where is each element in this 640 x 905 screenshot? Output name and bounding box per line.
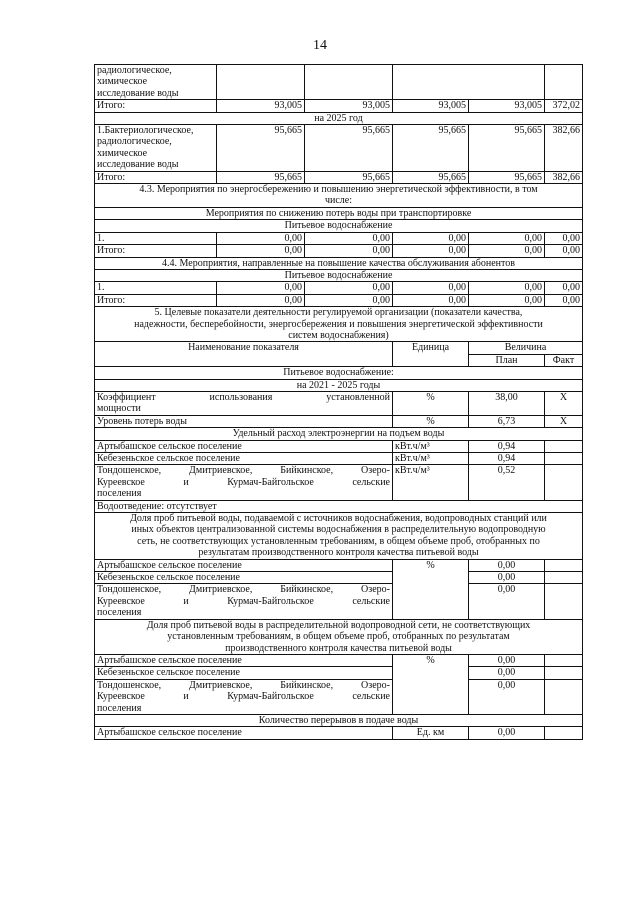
value-cell: 0,00 xyxy=(305,294,393,306)
table-row xyxy=(95,679,583,714)
value-cell: 0,00 xyxy=(469,245,545,257)
fact-cell: Х xyxy=(545,391,583,415)
fact-cell xyxy=(545,453,583,465)
value-cell: 0,00 xyxy=(217,232,305,244)
water-supply-header: Питьевое водоснабжение xyxy=(95,220,583,232)
section-5-title: 5. Целевые показатели деятельности регулируемой организации (показатели качества, надежности, бесперебойности, энергосбережения и повышения энергетической эффективности систем водоснабжения) xyxy=(95,307,583,342)
table-row xyxy=(95,440,583,452)
total-row xyxy=(95,100,583,112)
interruptions-title: Количество перерывов в подаче воды xyxy=(95,714,583,726)
water-supply-row xyxy=(95,269,583,281)
table-row xyxy=(95,667,583,679)
value-cell: 0,00 xyxy=(305,282,393,294)
indicator-name: Коэффициент использования установленной мощности xyxy=(95,391,393,415)
plan-cell: 38,00 xyxy=(469,391,545,415)
fact-cell xyxy=(545,667,583,679)
table-row xyxy=(95,559,583,571)
settlement-name: Тондошенское, Дмитриевское, Бийкинское, Озеро- Куреевское и Курмач-Байгольское сельские поселения xyxy=(95,679,393,714)
value-cell: 382,66 xyxy=(545,171,583,183)
wastewater-row xyxy=(95,500,583,512)
plan-cell: 0,00 xyxy=(469,654,545,666)
total-label: Итого: xyxy=(95,294,217,306)
fact-cell xyxy=(545,584,583,619)
section-title-row xyxy=(95,513,583,560)
unit-cell: Ед. км xyxy=(393,727,469,739)
value-cell: 0,00 xyxy=(545,245,583,257)
value-cell: 0,00 xyxy=(469,294,545,306)
total-row xyxy=(95,171,583,183)
table-row xyxy=(95,415,583,427)
indicator-name: Уровень потерь воды xyxy=(95,415,393,427)
water-supply-row xyxy=(95,220,583,232)
table-row xyxy=(95,391,583,415)
table-row xyxy=(95,654,583,666)
value-cell: 0,00 xyxy=(545,282,583,294)
fact-cell xyxy=(545,572,583,584)
total-label: Итого: xyxy=(95,100,217,112)
fact-header: Факт xyxy=(545,354,583,366)
plan-cell: 0,52 xyxy=(469,465,545,500)
section-4-4-title: 4.4. Мероприятия, направленные на повышение качества обслуживания абонентов xyxy=(95,257,583,269)
electro-header: Удельный расход электроэнергии на подъем воды xyxy=(95,428,583,440)
value-cell: 95,665 xyxy=(305,125,393,172)
indicator-header-row xyxy=(95,342,583,354)
value-cell: 93,005 xyxy=(393,100,469,112)
report-table xyxy=(94,64,583,740)
fact-cell xyxy=(545,654,583,666)
year-header-row xyxy=(95,112,583,124)
value-cell: 95,665 xyxy=(393,125,469,172)
table-row xyxy=(95,125,583,172)
table-row xyxy=(95,453,583,465)
value-cell: 0,00 xyxy=(393,294,469,306)
value-cell: 0,00 xyxy=(393,232,469,244)
settlement-name: Кебезеньское сельское поселение xyxy=(95,667,393,679)
sub-header-row xyxy=(95,207,583,219)
unit-header: Единица xyxy=(393,342,469,367)
water-supply-row xyxy=(95,367,583,379)
item-name-cell: радиологическое, химическое исследование воды xyxy=(95,65,217,100)
value-cell: 0,00 xyxy=(469,232,545,244)
fact-cell xyxy=(545,440,583,452)
value-cell: 382,66 xyxy=(545,125,583,172)
unit-cell: кВт.ч/м³ xyxy=(393,465,469,500)
page-number: 14 xyxy=(313,38,327,53)
section-4-3-title: 4.3. Мероприятия по энергосбережению и повышению энергетической эффективности, в том числе: xyxy=(95,184,583,208)
settlement-name: Артыбашское сельское поселение xyxy=(95,654,393,666)
value-cell: 95,665 xyxy=(393,171,469,183)
table-row xyxy=(95,232,583,244)
water-supply-header: Питьевое водоснабжение xyxy=(95,269,583,281)
unit-cell: % xyxy=(393,415,469,427)
row-number: 1. xyxy=(95,282,217,294)
item-name-cell: 1.Бактериологическое, радиологическое, химическое исследование воды xyxy=(95,125,217,172)
section-title-row xyxy=(95,257,583,269)
value-cell: 0,00 xyxy=(217,245,305,257)
table-row xyxy=(95,465,583,500)
sub-header: Мероприятия по снижению потерь воды при транспортировке xyxy=(95,207,583,219)
section-title-row xyxy=(95,184,583,208)
plan-cell: 0,00 xyxy=(469,559,545,571)
table-row xyxy=(95,282,583,294)
value-cell: 0,00 xyxy=(393,245,469,257)
total-row xyxy=(95,294,583,306)
quality-2-title: Доля проб питьевой воды в распределительной водопроводной сети, не соответствующих установленным требованиям, в общем объеме проб, отобранных по результатам производственного контроля качества питьевой воды xyxy=(95,619,583,654)
table-row xyxy=(95,727,583,739)
unit-cell: % xyxy=(393,391,469,415)
value-cell: 372,02 xyxy=(545,100,583,112)
row-number: 1. xyxy=(95,232,217,244)
fact-cell xyxy=(545,559,583,571)
unit-cell: кВт.ч/м³ xyxy=(393,453,469,465)
total-label: Итого: xyxy=(95,245,217,257)
plan-cell: 0,00 xyxy=(469,584,545,619)
value-cell: 93,005 xyxy=(469,100,545,112)
settlement-name: Кебезеньское сельское поселение xyxy=(95,572,393,584)
settlement-name: Артыбашское сельское поселение xyxy=(95,727,393,739)
plan-cell: 0,94 xyxy=(469,440,545,452)
value-cell: 93,005 xyxy=(217,100,305,112)
water-supply-header: Питьевое водоснабжение: xyxy=(95,367,583,379)
year-header: на 2025 год xyxy=(95,112,583,124)
sub-header-row xyxy=(95,428,583,440)
value-cell: 95,665 xyxy=(469,171,545,183)
value-cell: 0,00 xyxy=(305,232,393,244)
total-label: Итого: xyxy=(95,171,217,183)
value-cell: 0,00 xyxy=(217,294,305,306)
plan-header: План xyxy=(469,354,545,366)
settlement-name: Тондошенское, Дмитриевское, Бийкинское, Озеро- Куреевское и Курмач-Байгольское сельские поселения xyxy=(95,584,393,619)
value-cell: 93,005 xyxy=(305,100,393,112)
period-header: на 2021 - 2025 годы xyxy=(95,379,583,391)
wastewater-note: Водоотведение: отсутствует xyxy=(95,500,583,512)
fact-cell xyxy=(545,727,583,739)
value-cell: 95,665 xyxy=(305,171,393,183)
value-cell: 0,00 xyxy=(217,282,305,294)
plan-cell: 0,94 xyxy=(469,453,545,465)
fact-cell xyxy=(545,465,583,500)
table-row xyxy=(95,65,583,100)
value-cell: 95,665 xyxy=(217,171,305,183)
value-cell: 95,665 xyxy=(469,125,545,172)
settlement-name: Тондошенское, Дмитриевское, Бийкинское, Озеро- Куреевское и Курмач-Байгольское сельские поселения xyxy=(95,465,393,500)
value-cell: 0,00 xyxy=(545,232,583,244)
indicator-name-header: Наименование показателя xyxy=(95,342,393,367)
value-cell: 0,00 xyxy=(545,294,583,306)
plan-cell: 0,00 xyxy=(469,727,545,739)
settlement-name: Кебезеньское сельское поселение xyxy=(95,453,393,465)
value-cell: 0,00 xyxy=(393,282,469,294)
quality-1-title: Доля проб питьевой воды, подаваемой с источников водоснабжения, водопроводных станций или иных объектов централизованной системы водоснабжения в распределительную водопроводную сеть, не соответствующих установленным требованиям, в общем объеме проб, отобранных по результатам производственного контроля качества питьевой воды xyxy=(95,513,583,560)
settlement-name: Артыбашское сельское поселение xyxy=(95,559,393,571)
value-cell: 0,00 xyxy=(305,245,393,257)
section-title-row xyxy=(95,307,583,342)
unit-cell: % xyxy=(393,559,469,619)
table-row xyxy=(95,584,583,619)
sub-header-row xyxy=(95,714,583,726)
value-header: Величина xyxy=(469,342,583,354)
unit-cell: % xyxy=(393,654,469,714)
total-row xyxy=(95,245,583,257)
settlement-name: Артыбашское сельское поселение xyxy=(95,440,393,452)
unit-cell: кВт.ч/м³ xyxy=(393,440,469,452)
section-title-row xyxy=(95,619,583,654)
table-row xyxy=(95,572,583,584)
fact-cell: Х xyxy=(545,415,583,427)
value-cell: 95,665 xyxy=(217,125,305,172)
value-cell: 0,00 xyxy=(469,282,545,294)
plan-cell: 6,73 xyxy=(469,415,545,427)
plan-cell: 0,00 xyxy=(469,679,545,714)
period-row xyxy=(95,379,583,391)
plan-cell: 0,00 xyxy=(469,572,545,584)
plan-cell: 0,00 xyxy=(469,667,545,679)
fact-cell xyxy=(545,679,583,714)
